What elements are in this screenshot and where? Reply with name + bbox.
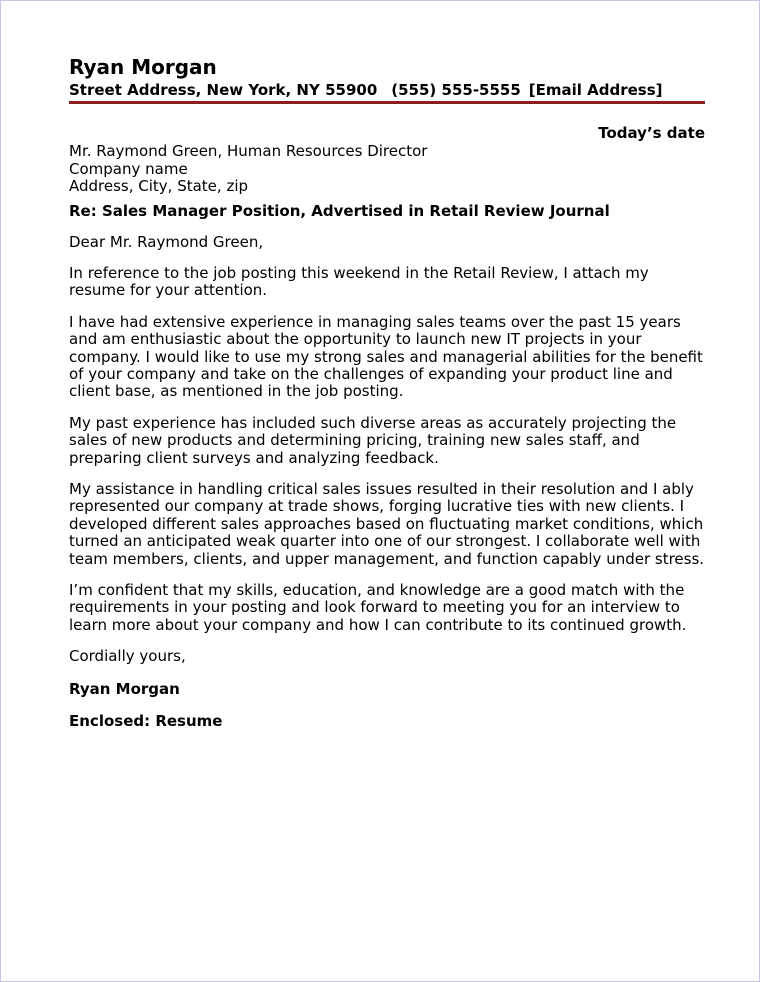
body-paragraph-4: My assistance in handling critical sales issues resulted in their resolution and I ably represented our company at trade shows, forging lucrative ties with new clients. I developed different sales approaches based on fluctuating market conditions, which turned an anticipated weak quarter into one of our strongest. I collaborate well with team members, clients, and upper management, and function capably under stress. <box>69 479 705 568</box>
sender-street-address: Street Address, New York, NY 55900 <box>69 81 378 99</box>
recipient-address: Address, City, State, zip <box>69 177 249 195</box>
letter-date: Today’s date <box>598 124 705 142</box>
recipient-block <box>69 143 705 196</box>
body-paragraph-5: I’m confident that my skills, education, and knowledge are a good match with the requirements in your posting and look forward to meeting you for an interview to learn more about your company and how I can contribute to its continued growth. <box>69 581 687 634</box>
body-paragraph-2: I have had extensive experience in managing sales teams over the past 15 years and am enthusiastic about the opportunity to launch new IT projects in your company. I would like to use my strong sales and managerial abilities for the benefit of your company and take on the challenges of expanding your product line and client base, as mentioned in the job posting. <box>69 312 703 401</box>
recipient-name-title: Mr. Raymond Green, Human Resources Director <box>69 142 428 160</box>
subject-line: Re: Sales Manager Position, Advertised in Retail Review Journal <box>69 201 610 220</box>
sender-email: [Email Address] <box>528 81 663 99</box>
signature-name: Ryan Morgan <box>69 679 180 698</box>
sender-phone: (555) 555-5555 <box>391 81 521 99</box>
enclosure-note: Enclosed: Resume <box>69 711 223 730</box>
sender-contact-line <box>69 81 705 104</box>
letter-body <box>69 53 705 730</box>
closing: Cordially yours, <box>69 647 186 666</box>
sender-name: Ryan Morgan <box>69 55 217 79</box>
salutation: Dear Mr. Raymond Green, <box>69 232 264 251</box>
body-paragraph-3: My past experience has included such diverse areas as accurately projecting the sales of new products and determining pricing, training new sales staff, and preparing client surveys and analyzing feedback. <box>69 413 677 467</box>
recipient-company: Company name <box>69 159 188 178</box>
body-paragraph-1: In reference to the job posting this weekend in the Retail Review, I attach my resume for your attention. <box>69 263 649 300</box>
